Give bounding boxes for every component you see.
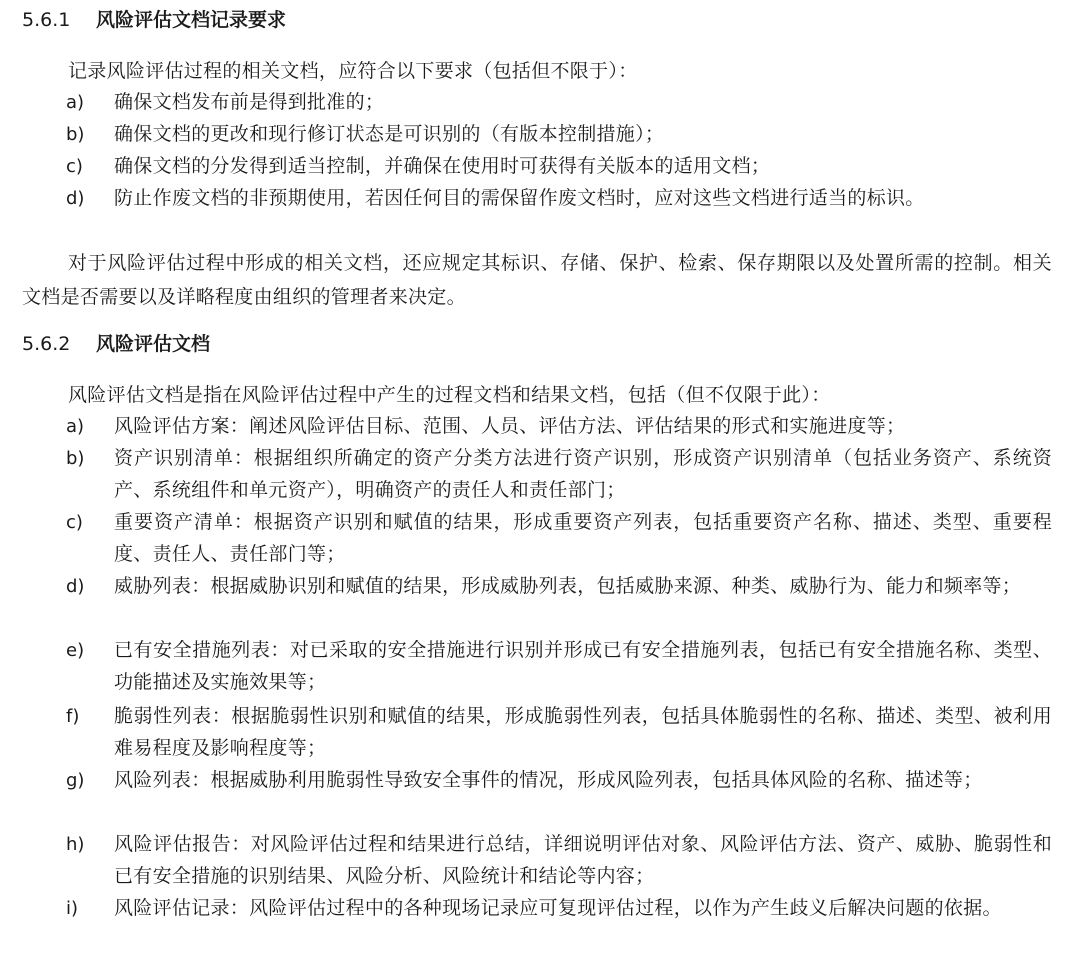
- list-item-text: 已有安全措施列表：对已采取的安全措施进行识别并形成已有安全措施列表，包括已有安全措施名称、类型、功能描述及实施效果等；: [114, 639, 1052, 693]
- list-item-h: [66, 828, 1052, 892]
- list-marker: c): [66, 512, 83, 533]
- list-item-g: [66, 764, 1052, 796]
- list-item-text: 脆弱性列表：根据脆弱性识别和赋值的结果，形成脆弱性列表，包括具体脆弱性的名称、描述、类型、被利用难易程度及影响程度等；: [114, 705, 1052, 759]
- list-item-d: [66, 182, 1052, 214]
- list-item-text: 威胁列表：根据威胁识别和赋值的结果，形成威胁列表，包括威胁来源、种类、威胁行为、能力和频率等；: [114, 575, 1022, 597]
- list-item-c: [66, 506, 1052, 570]
- list-item-d: [66, 570, 1052, 602]
- list-item-text: 风险评估记录：风险评估过程中的各种现场记录应可复现评估过程，以作为产生歧义后解决问题的依据。: [114, 897, 1002, 919]
- list-item-a: [66, 410, 1052, 442]
- list-marker: a): [66, 92, 85, 113]
- list-item-text: 资产识别清单：根据组织所确定的资产分类方法进行资产识别，形成资产识别清单（包括业务资产、系统资产、系统组件和单元资产），明确资产的责任人和责任部门；: [114, 447, 1052, 501]
- section-number: 5.6.2: [22, 333, 71, 355]
- list-marker: e): [66, 640, 85, 661]
- list-marker: b): [66, 124, 85, 145]
- list-item-text: 风险评估方案：阐述风险评估目标、范围、人员、评估方法、评估结果的形式和实施进度等；: [114, 415, 906, 437]
- section-title: 风险评估文档: [96, 333, 211, 355]
- list-item-e: [66, 634, 1052, 698]
- section-heading-5-6-1: [22, 6, 286, 34]
- list-marker: h): [66, 834, 85, 855]
- section-heading-5-6-2: [22, 330, 210, 358]
- section-number: 5.6.1: [22, 9, 71, 31]
- list-marker: f): [66, 706, 80, 727]
- list-item-f: [66, 700, 1052, 764]
- list-item-text: 重要资产清单：根据资产识别和赋值的结果，形成重要资产列表，包括重要资产名称、描述、类型、重要程度、责任人、责任部门等；: [114, 511, 1052, 565]
- list-marker: b): [66, 448, 85, 469]
- list-marker: a): [66, 416, 85, 437]
- section-intro: 风险评估文档是指在风险评估过程中产生的过程文档和结果文档，包括（但不仅限于此）：: [68, 384, 831, 406]
- list-marker: c): [66, 156, 83, 177]
- section-intro: 记录风险评估过程的相关文档，应符合以下要求（包括但不限于）：: [68, 60, 638, 82]
- list-item-text: 确保文档的更改和现行修订状态是可识别的（有版本控制措施）；: [114, 123, 665, 145]
- list-item-text: 确保文档的分发得到适当控制，并确保在使用时可获得有关版本的适用文档；: [114, 155, 771, 177]
- list-item-b: [66, 442, 1052, 506]
- section-closing: 对于风险评估过程中形成的相关文档，还应规定其标识、存储、保护、检索、保存期限以及处置所需的控制。相关文档是否需要以及详略程度由组织的管理者来决定。: [22, 252, 1052, 308]
- list-item-a: [66, 86, 1052, 118]
- list-item-text: 防止作废文档的非预期使用，若因任何目的需保留作废文档时，应对这些文档进行适当的标识。: [114, 187, 925, 209]
- list-marker: d): [66, 188, 85, 209]
- section-title: 风险评估文档记录要求: [96, 9, 287, 31]
- list-marker: d): [66, 576, 85, 597]
- list-item-b: [66, 118, 1052, 150]
- list-marker: i): [66, 898, 79, 919]
- list-item-c: [66, 150, 1052, 182]
- list-item-text: 风险评估报告：对风险评估过程和结果进行总结，详细说明评估对象、风险评估方法、资产、威胁、脆弱性和已有安全措施的识别结果、风险分析、风险统计和结论等内容；: [114, 833, 1052, 887]
- list-item-text: 风险列表：根据威胁利用脆弱性导致安全事件的情况，形成风险列表，包括具体风险的名称、描述等；: [114, 769, 983, 791]
- list-item-text: 确保文档发布前是得到批准的；: [114, 91, 385, 113]
- list-marker: g): [66, 770, 85, 791]
- list-item-i: [66, 892, 1052, 924]
